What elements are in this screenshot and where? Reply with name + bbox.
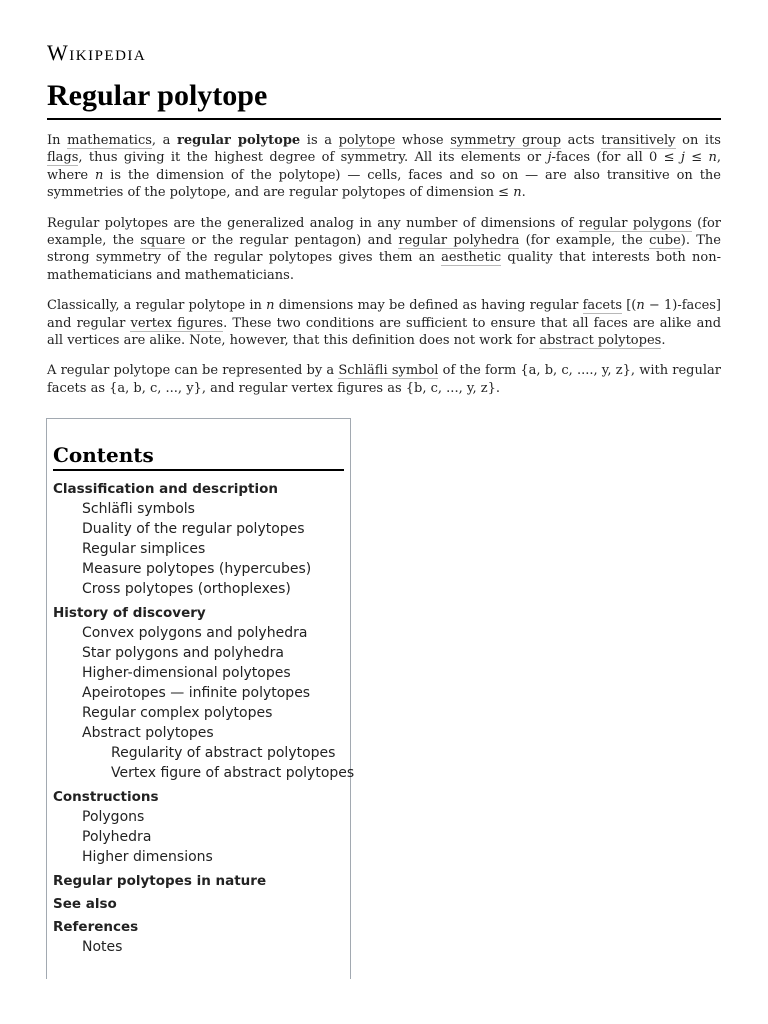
link-schlafli-symbol[interactable]: Schläfli symbol bbox=[338, 363, 439, 379]
toc-item-cross-polytopes[interactable]: Cross polytopes (orthoplexes) bbox=[82, 581, 291, 597]
toc-item-vertex-figure-abstract[interactable]: Vertex figure of abstract polytopes bbox=[111, 765, 355, 781]
link-regular-polygons[interactable]: regular polygons bbox=[578, 215, 692, 231]
toc-item-star-polygons[interactable]: Star polygons and polyhedra bbox=[82, 645, 284, 661]
toc-item-notes[interactable]: Notes bbox=[82, 939, 123, 955]
link-facets[interactable]: facets bbox=[582, 298, 622, 314]
article-body bbox=[47, 132, 721, 410]
link-aesthetic[interactable]: aesthetic bbox=[441, 250, 502, 266]
link-cube[interactable]: cube bbox=[649, 233, 681, 249]
link-polytope[interactable]: polytope bbox=[338, 133, 396, 148]
toc-item-references[interactable]: References bbox=[53, 919, 139, 935]
toc-item-polyhedra[interactable]: Polyhedra bbox=[82, 829, 152, 845]
toc-item-convex-polygons[interactable]: Convex polygons and polyhedra bbox=[82, 625, 308, 641]
toc-item-higher-dimensional[interactable]: Higher-dimensional polytopes bbox=[82, 665, 291, 681]
link-abstract-polytopes[interactable]: abstract polytopes bbox=[539, 333, 662, 349]
toc-item-complex-polytopes[interactable]: Regular complex polytopes bbox=[82, 705, 273, 721]
toc-item-apeirotopes[interactable]: Apeirotopes — infinite polytopes bbox=[82, 685, 311, 701]
toc-item-abstract-polytopes[interactable]: Abstract polytopes bbox=[82, 725, 214, 741]
link-flags[interactable]: flags bbox=[47, 150, 79, 166]
toc-item-classification[interactable]: Classification and description bbox=[53, 481, 278, 497]
bold-term: regular polytope bbox=[177, 133, 301, 148]
link-transitively[interactable]: transitively bbox=[601, 133, 676, 148]
link-symmetry-group[interactable]: symmetry group bbox=[450, 133, 562, 148]
intro-paragraph-1: In mathematics, a regular polytope is a polytope whose symmetry group acts transitively on its flags, thus giving it the highest degree of symmetry. All its elements or j-faces (for all 0 ≤ j ≤ n, where n is the dimension of the polytope) — cells, faces and so on — are also transitive on the symmetries of the polytope, and are regular polytopes of dimension ≤ n. bbox=[47, 133, 721, 201]
toc-item-polygons[interactable]: Polygons bbox=[82, 809, 145, 825]
wikipedia-logo[interactable]: Wikipedia bbox=[47, 40, 147, 65]
toc-item-history[interactable]: History of discovery bbox=[53, 605, 206, 621]
table-of-contents bbox=[46, 418, 355, 979]
toc-item-higher-dimensions[interactable]: Higher dimensions bbox=[82, 849, 213, 865]
toc-item-regularity-abstract[interactable]: Regularity of abstract polytopes bbox=[111, 745, 336, 761]
intro-paragraph-4: A regular polytope can be represented by a Schläfli symbol of the form {a, b, c, ...., y, z}, with regular facets as {a, b, c, ..., y}, and regular vertex figures as {b, c, ..., y, z}. bbox=[47, 363, 721, 396]
toc-item-schlafli-symbols[interactable]: Schläfli symbols bbox=[82, 501, 195, 517]
toc-item-measure-polytopes[interactable]: Measure polytopes (hypercubes) bbox=[82, 561, 312, 577]
intro-paragraph-3: Classically, a regular polytope in n dimensions may be defined as having regular facets [(n − 1)-faces] and regular vertex figures. These two conditions are sufficient to ensure that all faces are alike and all vertices are alike. Note, however, that this definition does not work for abstract polytopes. bbox=[47, 298, 722, 349]
toc-item-see-also[interactable]: See also bbox=[53, 896, 117, 912]
toc-item-in-nature[interactable]: Regular polytopes in nature bbox=[53, 873, 267, 889]
page-title: Regular polytope bbox=[47, 78, 721, 120]
link-mathematics[interactable]: mathematics bbox=[67, 133, 152, 148]
toc-item-regular-simplices[interactable]: Regular simplices bbox=[82, 541, 206, 557]
toc-list bbox=[47, 479, 355, 957]
toc-item-duality[interactable]: Duality of the regular polytopes bbox=[82, 521, 305, 537]
toc-item-constructions[interactable]: Constructions bbox=[53, 789, 159, 805]
link-vertex-figures[interactable]: vertex figures bbox=[130, 315, 224, 331]
toc-title: Contents bbox=[53, 443, 344, 471]
link-square[interactable]: square bbox=[140, 233, 186, 249]
intro-paragraph-2: Regular polytopes are the generalized analog in any number of dimensions of regular polygons (for example, the square or the regular pentagon) and regular polyhedra (for example, the cube). The strong symmetry of the regular polytopes gives them an aesthetic quality that interests both non-mathematicians and mathematicians. bbox=[47, 215, 722, 283]
link-regular-polyhedra[interactable]: regular polyhedra bbox=[398, 233, 520, 249]
